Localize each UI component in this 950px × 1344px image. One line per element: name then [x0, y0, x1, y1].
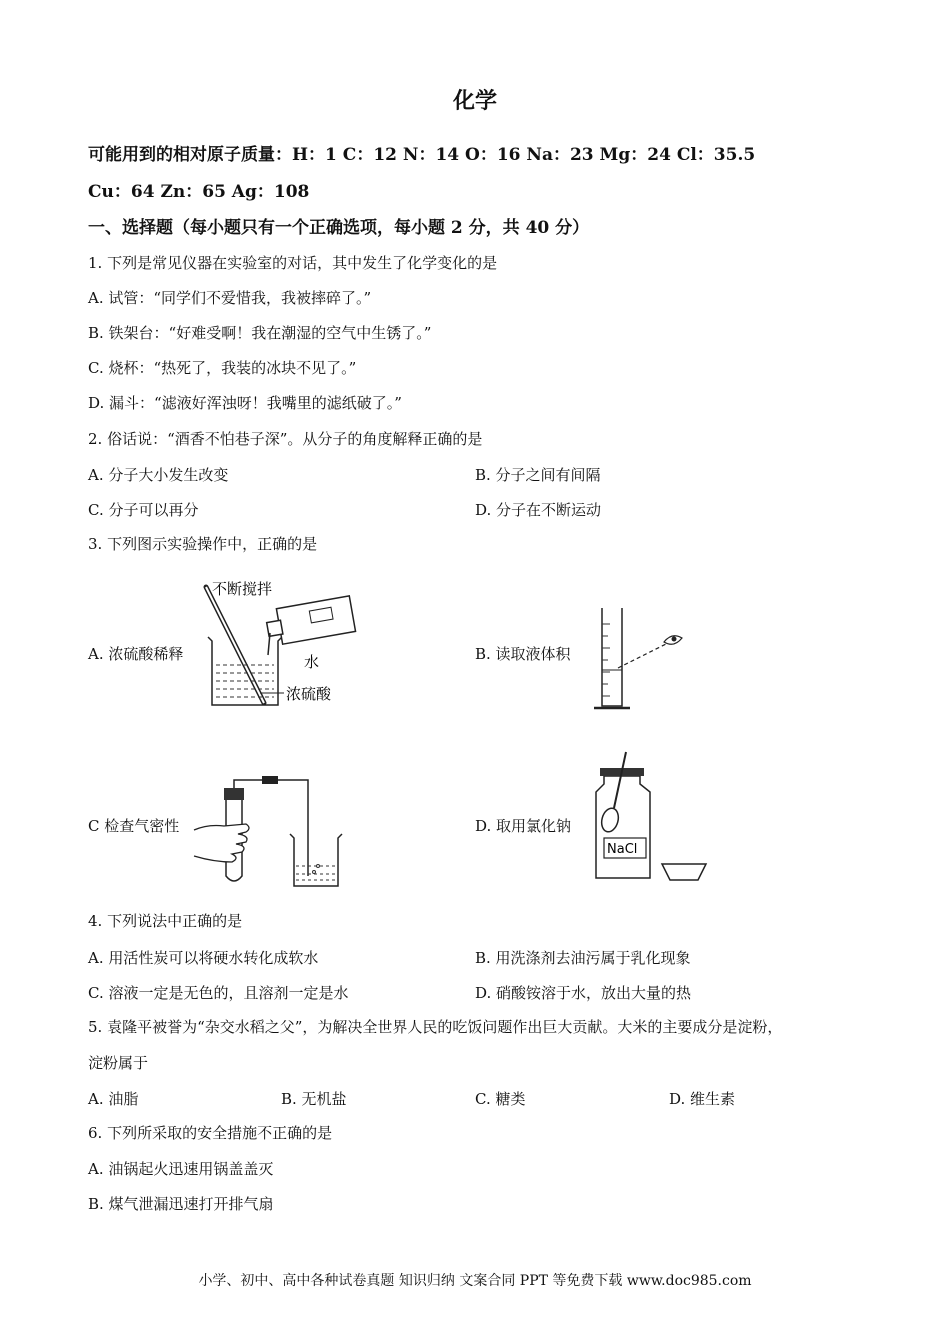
graduated-cylinder-figure	[590, 600, 690, 715]
q1-option-a: A. 试管：“同学们不爱惜我，我被摔碎了。”	[88, 289, 372, 307]
fig-a-label-acid: 浓硫酸	[286, 685, 332, 703]
beaker	[208, 637, 282, 705]
take-nacl-figure	[590, 748, 720, 883]
atomic-mass-line2: Cu：64 Zn：65 Ag：108	[88, 182, 310, 202]
rubber-tube	[262, 776, 278, 784]
q1-stem: 1. 下列是常见仪器在实验室的对话，其中发生了化学变化的是	[88, 254, 498, 272]
q4-option-b: B. 用洗涤剂去油污属于乳化现象	[475, 949, 691, 967]
eye-icon	[664, 636, 682, 645]
q5-option-d: D. 维生素	[669, 1090, 736, 1108]
page-title: 化学	[452, 89, 497, 114]
q2-option-c: C. 分子可以再分	[88, 501, 199, 519]
reagent-bottle	[265, 596, 356, 646]
q5-option-c: C. 糖类	[475, 1090, 526, 1108]
fig-d-label-nacl: NaCl	[607, 842, 638, 857]
weighing-dish	[662, 864, 706, 880]
q1-option-c: C. 烧杯：“热死了，我装的冰块不见了。”	[88, 359, 357, 377]
q5-stem-line1: 5. 袁隆平被誉为“杂交水稻之父”，为解决全世界人民的吃饭问题作出巨大贡献。大米的主要成分是淀粉，	[88, 1018, 783, 1036]
q3-option-d: D. 取用氯化钠	[475, 817, 572, 835]
q4-stem: 4. 下列说法中正确的是	[88, 912, 243, 930]
q3-stem: 3. 下列图示实验操作中，正确的是	[88, 535, 318, 553]
dilution-figure	[200, 575, 370, 715]
graduated-cylinder	[602, 608, 622, 706]
fig-a-label-water: 水	[304, 653, 320, 671]
pour-stream	[268, 633, 270, 655]
section-heading: 一、选择题（每小题只有一个正确选项，每小题 2 分，共 40 分）	[88, 218, 590, 238]
sight-line	[618, 644, 666, 668]
page-footer: 小学、初中、高中各种试卷真题 知识归纳 文案合同 PPT 等免费下载 www.doc985.com	[198, 1273, 752, 1289]
q2-stem: 2. 俗话说：“酒香不怕巷子深”。从分子的角度解释正确的是	[88, 430, 483, 448]
q6-stem: 6. 下列所采取的安全措施不正确的是	[88, 1124, 333, 1142]
cylinder-scale	[602, 624, 610, 696]
q5-option-a: A. 油脂	[88, 1090, 139, 1108]
q3-option-b: B. 读取液体积	[475, 645, 571, 663]
stopper	[224, 788, 244, 800]
hand-icon	[194, 824, 249, 862]
q1-option-b: B. 铁架台：“好难受啊！我在潮湿的空气中生锈了。”	[88, 324, 432, 342]
q5-option-b: B. 无机盐	[281, 1090, 347, 1108]
q5-stem-line2: 淀粉属于	[88, 1054, 149, 1072]
q2-option-d: D. 分子在不断运动	[475, 501, 602, 519]
fig-a-label-stir: 不断搅拌	[212, 580, 273, 598]
water-beaker	[290, 834, 342, 886]
q6-option-a: A. 油锅起火迅速用锅盖盖灭	[88, 1160, 274, 1178]
q4-option-d: D. 硝酸铵溶于水，放出大量的热	[475, 984, 692, 1002]
q2-option-a: A. 分子大小发生改变	[88, 466, 229, 484]
q4-option-a: A. 用活性炭可以将硬水转化成软水	[88, 949, 319, 967]
q1-option-d: D. 漏斗：“滤液好浑浊呀！我嘴里的滤纸破了。”	[88, 394, 402, 412]
airtightness-figure	[190, 768, 350, 890]
q6-option-b: B. 煤气泄漏迅速打开排气扇	[88, 1195, 274, 1213]
atomic-mass-line1: 可能用到的相对原子质量：H：1 C：12 N：14 O：16 Na：23 Mg：24 Cl：35.5	[88, 145, 756, 165]
q2-option-b: B. 分子之间有间隔	[475, 466, 601, 484]
q3-option-c: C 检查气密性	[88, 817, 180, 835]
q3-option-a: A. 浓硫酸稀释	[88, 645, 184, 663]
q4-option-c: C. 溶液一定是无色的，且溶剂一定是水	[88, 984, 349, 1002]
